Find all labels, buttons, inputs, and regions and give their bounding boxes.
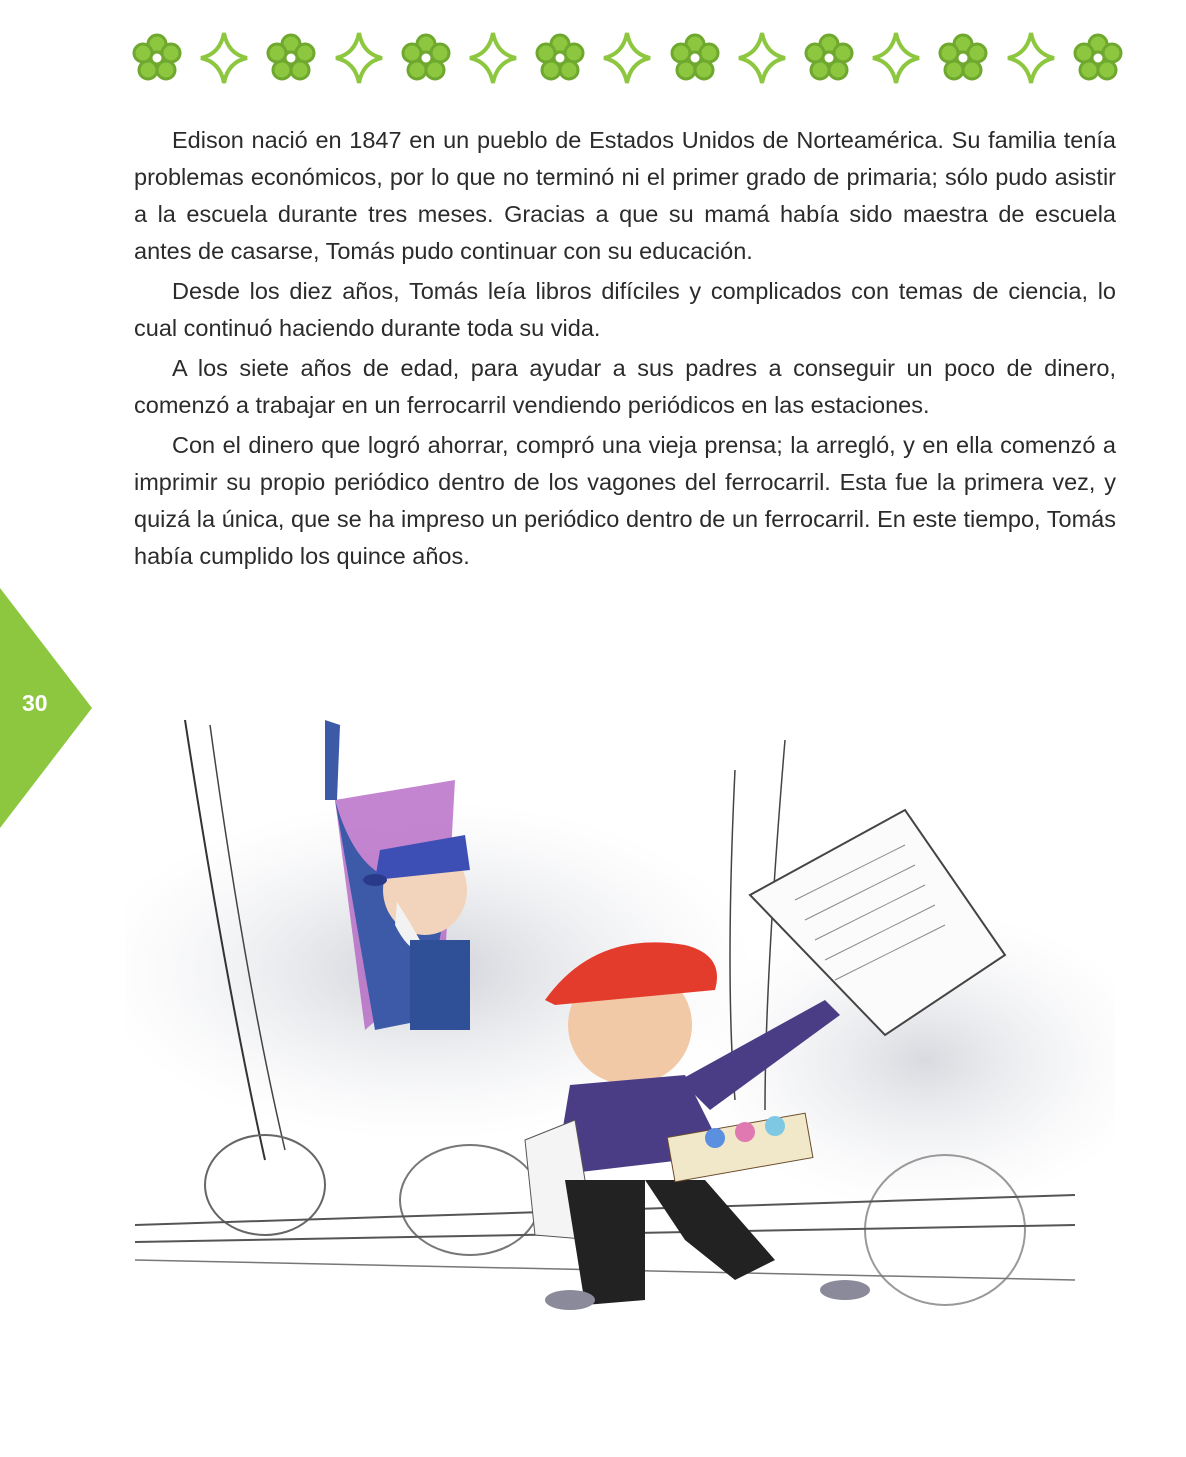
flower-icon (1071, 31, 1125, 85)
paragraph: Edison nació en 1847 en un pueblo de Estados Unidos de Norteamérica. Su familia tenía problemas económicos, por lo que no terminó ni el primer grado de primaria; sólo pudo asistir a la escuela durante tres meses. Gracias a que su mamá había sido maestra de escuela antes de casarse, Tomás pudo continuar con su educación. (134, 127, 1116, 264)
sparkle-icon (199, 31, 249, 85)
body-text (134, 122, 1116, 578)
flower-icon (264, 31, 318, 85)
sparkle-icon (334, 31, 384, 85)
paragraph: A los siete años de edad, para ayudar a sus padres a conseguir un poco de dinero, comenzó a trabajar en un ferrocarril vendiendo periódicos en las estaciones. (134, 355, 1116, 418)
flower-icon (802, 31, 856, 85)
flower-icon (668, 31, 722, 85)
sparkle-icon (737, 31, 787, 85)
sparkle-icon (468, 31, 518, 85)
decorative-border (130, 28, 1125, 88)
sparkle-icon (602, 31, 652, 85)
flower-icon (399, 31, 453, 85)
paragraph: Con el dinero que logró ahorrar, compró una vieja prensa; la arregló, y en ella comenzó a imprimir su propio periódico dentro de los vagones del ferrocarril. Esta fue la primera vez, y quizá la única, que se ha impreso un periódico dentro de un ferrocarril. En este tiempo, Tomás había cumplido los quince años. (134, 432, 1116, 569)
sparkle-icon (871, 31, 921, 85)
page-number: 30 (22, 690, 48, 716)
sparkle-icon (1006, 31, 1056, 85)
newsboy-illustration (125, 680, 1115, 1410)
paragraph: Desde los diez años, Tomás leía libros difíciles y complicados con temas de ciencia, lo cual continuó haciendo durante toda su vida. (134, 278, 1116, 341)
flower-icon (533, 31, 587, 85)
flower-icon (936, 31, 990, 85)
flower-icon (130, 31, 184, 85)
